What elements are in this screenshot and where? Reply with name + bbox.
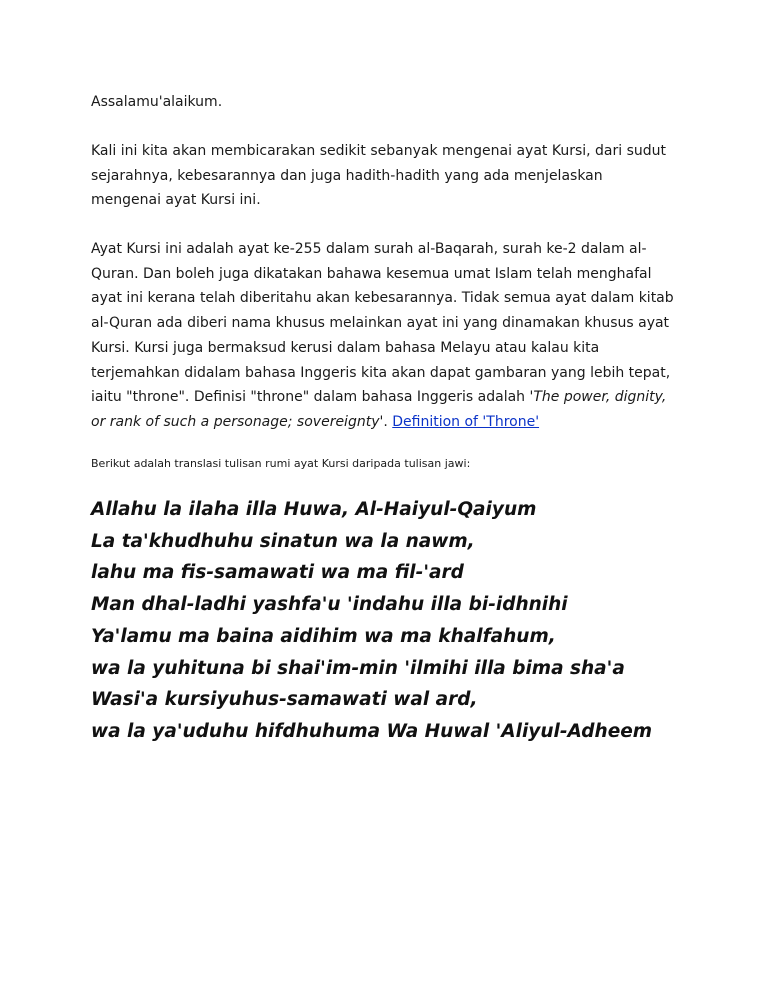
paragraph-line: Ayat Kursi ini adalah ayat ke-255 dalam surah al-Baqarah, surah ke-2 dalam al-: [91, 241, 647, 257]
verse-line: wa la ya'uduhu hifdhuhuma Wa Huwal 'Aliyul-Adheem: [91, 720, 653, 742]
translation-intro: Berikut adalah translasi tulisan rumi ayat Kursi daripada tulisan jawi:: [91, 457, 471, 470]
paragraph-line: ayat ini kerana telah diberitahu akan kebesarannya. Tidak semua ayat dalam kitab: [91, 290, 674, 307]
definition-plain-text: .: [383, 413, 393, 430]
verse-line: Man dhal-ladhi yashfa'u 'indahu illa bi-idhnihi: [91, 594, 568, 616]
paragraph-line: sejarahnya, kebesarannya dan juga hadith-hadith yang ada menjelaskan: [91, 167, 603, 184]
paragraph-line: terjemahkan didalam bahasa Inggeris kita akan dapat gambaran yang lebih tepat,: [91, 364, 671, 381]
paragraph-line: Kali ini kita akan membicarakan sedikit sebanyak mengenai ayat Kursi, dari sudut: [91, 143, 667, 159]
verse-line: Allahu la ilaha illa Huwa, Al-Haiyul-Qaiyum: [91, 499, 537, 520]
paragraph-line: Quran. Dan boleh juga dikatakan bahawa kesemua umat Islam telah menghafal: [91, 265, 652, 282]
paragraph-line: Kursi. Kursi juga bermaksud kerusi dalam bahasa Melayu atau kalau kita: [91, 339, 600, 356]
paragraph-line: al-Quran ada diberi nama khusus melainkan ayat ini yang dinamakan khusus ayat: [91, 315, 670, 332]
paragraph-line: [91, 410, 691, 435]
verse-line: lahu ma fis-samawati wa ma fil-'ard: [91, 562, 464, 584]
definition-plain-text: iaitu "throne". Definisi "throne" dalam bahasa Inggeris adalah: [91, 389, 530, 406]
ayat-kursi-verses: [91, 494, 652, 748]
verse-line: Wasi'a kursiyuhus-samawati wal ard,: [91, 689, 478, 711]
greeting-text: Assalamu'alaikum.: [91, 94, 223, 110]
verse-line: wa la yuhituna bi shai'im-min 'ilmihi illa bima sha'a: [91, 657, 625, 679]
definition-quote-text: 'The power, dignity,: [529, 389, 667, 406]
paragraph-definition: [91, 237, 691, 435]
paragraph-line: mengenai ayat Kursi ini.: [91, 192, 261, 209]
paragraph-intro: [91, 139, 691, 213]
verse-line: La ta'khudhuhu sinatun wa la nawm,: [91, 530, 475, 552]
paragraph-line: [91, 385, 691, 410]
definition-quote-text: or rank of such a personage; sovereignty': [91, 413, 384, 430]
verse-line: Ya'lamu ma baina aidihim wa ma khalfahum,: [91, 625, 556, 647]
definition-link[interactable]: Definition of 'Throne': [392, 413, 540, 430]
